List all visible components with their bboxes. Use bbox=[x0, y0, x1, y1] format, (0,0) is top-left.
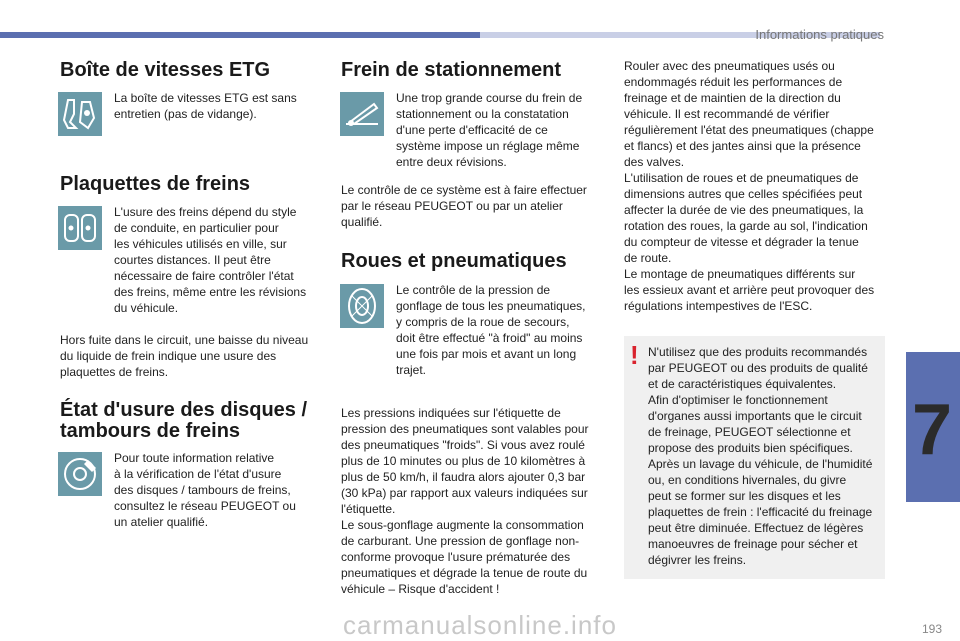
tyres-note-0: Les pressions indiquées sur l'étiquette de bbox=[341, 406, 561, 420]
parking-text-1: stationnement ou la constatation bbox=[396, 107, 569, 121]
pads-text-5: des freins, même entre les révisions bbox=[114, 285, 307, 299]
tyres-note-6: l'étiquette. bbox=[341, 502, 396, 516]
col3-text-15: régulations intempestives de l'ESC. bbox=[624, 299, 813, 313]
brake-pads-icon bbox=[58, 206, 102, 250]
col3-text-1: endommagés réduit les performances de bbox=[624, 75, 843, 89]
pads-text-0: L'usure des freins dépend du style bbox=[114, 205, 297, 219]
tyres-text-2: y compris de la roue de secours, bbox=[396, 315, 570, 329]
brake-disc-icon bbox=[58, 452, 102, 496]
pads-text-6: du véhicule. bbox=[114, 301, 179, 315]
parking-note-2: qualifié. bbox=[341, 215, 383, 229]
col3-text-7: L'utilisation de roues et de pneumatiques de bbox=[624, 171, 859, 185]
col3-text-8: dimensions autres que celles spécifiées peut bbox=[624, 187, 863, 201]
warning-text-4: d'organes aussi importants que le circuit bbox=[648, 409, 862, 423]
section-label: Informations pratiques bbox=[755, 27, 884, 42]
warning-text-1: par PEUGEOT ou des produits de qualité bbox=[648, 361, 868, 375]
discs-text-1: à la vérification de l'état d'usure bbox=[114, 467, 282, 481]
col3-text-10: rotation des roues, la garde au sol, l'indication bbox=[624, 219, 868, 233]
pads-title: Plaquettes de freins bbox=[60, 173, 251, 195]
page-number: 193 bbox=[921, 622, 942, 636]
parking-text-4: entre deux révisions. bbox=[396, 155, 507, 169]
warning-text-5: de freinage, PEUGEOT sélectionne et bbox=[648, 425, 851, 439]
warning-text-11: peut être diminuée. Effectuez de légères bbox=[648, 521, 864, 535]
tyres-text-4: une fois par mois et avant un long bbox=[396, 347, 577, 361]
warning-text-8: ou, en conditions hivernales, du givre bbox=[648, 473, 847, 487]
warning-text-12: manoeuvres de freinage pour sécher et bbox=[648, 537, 858, 551]
pads-note-2: plaquettes de freins. bbox=[60, 365, 169, 379]
col3-text-2: freinage et de maintien de la direction du bbox=[624, 91, 841, 105]
tyres-note-5: (30 kPa) par rapport aux valeurs indiquées sur bbox=[341, 486, 588, 500]
tyres-text-1: gonflage de tous les pneumatiques, bbox=[396, 299, 586, 313]
tyres-note-7: Le sous-gonflage augmente la consommation bbox=[341, 518, 584, 532]
pads-text-3: courtes distances. Il peut être bbox=[114, 253, 271, 267]
gearbox-title: Boîte de vitesses ETG bbox=[60, 59, 271, 81]
warning-text-13: dégivrer les freins. bbox=[648, 553, 747, 567]
parking-title: Frein de stationnement bbox=[341, 59, 562, 81]
tyres-note-4: plus de 50 km/h, il faudra alors ajouter 0,3 bar bbox=[341, 470, 586, 484]
parking-text-2: d'une perte d'efficacité de ce bbox=[396, 123, 548, 137]
tyres-text-3: doit être effectué "à froid" au moins bbox=[396, 331, 583, 345]
header-bar-accent bbox=[0, 32, 480, 38]
pads-note-1: du liquide de frein indique une usure des bbox=[60, 349, 277, 363]
discs-text-3: consultez le réseau PEUGEOT ou bbox=[114, 499, 296, 513]
col3-text-6: des valves. bbox=[624, 155, 685, 169]
gearbox-icon bbox=[58, 92, 102, 136]
tyre-icon bbox=[340, 284, 384, 328]
tyres-note-3: plus de 10 minutes ou plus de 10 kilomètres à bbox=[341, 454, 586, 468]
discs-text-4: un atelier qualifié. bbox=[114, 515, 209, 529]
col3-text-14: les essieux avant et arrière peut provoquer des bbox=[624, 283, 875, 297]
tyres-note-9: conforme provoque l'usure prématurée des bbox=[341, 550, 571, 564]
pads-text-2: les véhicules utilisés en ville, sur bbox=[114, 237, 287, 251]
tyres-note-8: de carburant. Une pression de gonflage non- bbox=[341, 534, 580, 548]
parking-brake-icon bbox=[340, 92, 384, 136]
parking-text-3: système impose un réglage même bbox=[396, 139, 580, 153]
col3-text-5: et flancs) et des jantes ainsi que la présence bbox=[624, 139, 861, 153]
discs-text-2: des disques / tambours de freins, bbox=[114, 483, 291, 497]
warning-text-0: N'utilisez que des produits recommandés bbox=[648, 345, 868, 359]
col3-text-12: de route. bbox=[624, 251, 672, 265]
parking-text-0: Une trop grande course du frein de bbox=[396, 91, 583, 105]
warning-text-7: Après un lavage du véhicule, de l'humidité bbox=[648, 457, 873, 471]
warning-text-9: peut se former sur les disques et les bbox=[648, 489, 841, 503]
watermark: carmanualsonline.info bbox=[343, 610, 617, 640]
pads-text-4: nécessaire de faire contrôler l'état bbox=[114, 269, 294, 283]
gearbox-text-0: La boîte de vitesses ETG est sans bbox=[114, 91, 297, 105]
warning-text-2: et de caractéristiques équivalentes. bbox=[648, 377, 837, 391]
tyres-text-5: trajet. bbox=[396, 363, 427, 377]
warning-text-3: Afin d'optimiser le fonctionnement bbox=[648, 393, 828, 407]
tyres-text-0: Le contrôle de la pression de bbox=[396, 283, 551, 297]
gearbox-text-1: entretien (pas de vidange). bbox=[114, 107, 257, 121]
col3-text-0: Rouler avec des pneumatiques usés ou bbox=[624, 59, 835, 73]
pads-note-0: Hors fuite dans le circuit, une baisse du niveau bbox=[60, 333, 309, 347]
col3-text-9: affecter la durée de vie des pneumatiques, la bbox=[624, 203, 864, 217]
discs-title-1: tambours de freins bbox=[60, 420, 241, 442]
warning-text-10: plaquettes de frein : l'efficacité du freinage bbox=[648, 505, 873, 519]
discs-text-0: Pour toute information relative bbox=[114, 451, 275, 465]
pads-text-1: de conduite, en particulier pour bbox=[114, 221, 279, 235]
warning-text-6: propose des produits bien spécifiques. bbox=[648, 441, 853, 455]
col3-text-11: du compteur de vitesse et dégrader la tenue bbox=[624, 235, 859, 249]
col3-text-4: régulièrement l'état des pneumatiques (chappe bbox=[624, 123, 874, 137]
col3-text-13: Le montage de pneumatiques différents sur bbox=[624, 267, 856, 281]
tyres-note-2: des pneumatiques "froids". Si vous avez roulé bbox=[341, 438, 585, 452]
col3-text-3: véhicule. Il est recommandé de vérifier bbox=[624, 107, 830, 121]
tyres-note-11: véhicule – Risque d'accident ! bbox=[341, 582, 500, 596]
tyres-title: Roues et pneumatiques bbox=[341, 250, 567, 272]
parking-note-1: par le réseau PEUGEOT ou par un atelier bbox=[341, 199, 563, 213]
warning-icon: ! bbox=[630, 340, 639, 370]
chapter-number: 7 bbox=[912, 390, 953, 470]
tyres-note-1: pression des pneumatiques sont valables pour bbox=[341, 422, 589, 436]
parking-note-0: Le contrôle de ce système est à faire effectuer bbox=[341, 183, 587, 197]
discs-title-0: État d'usure des disques / bbox=[60, 399, 308, 421]
tyres-note-10: pneumatiques et dégrade la tenue de route du bbox=[341, 566, 588, 580]
